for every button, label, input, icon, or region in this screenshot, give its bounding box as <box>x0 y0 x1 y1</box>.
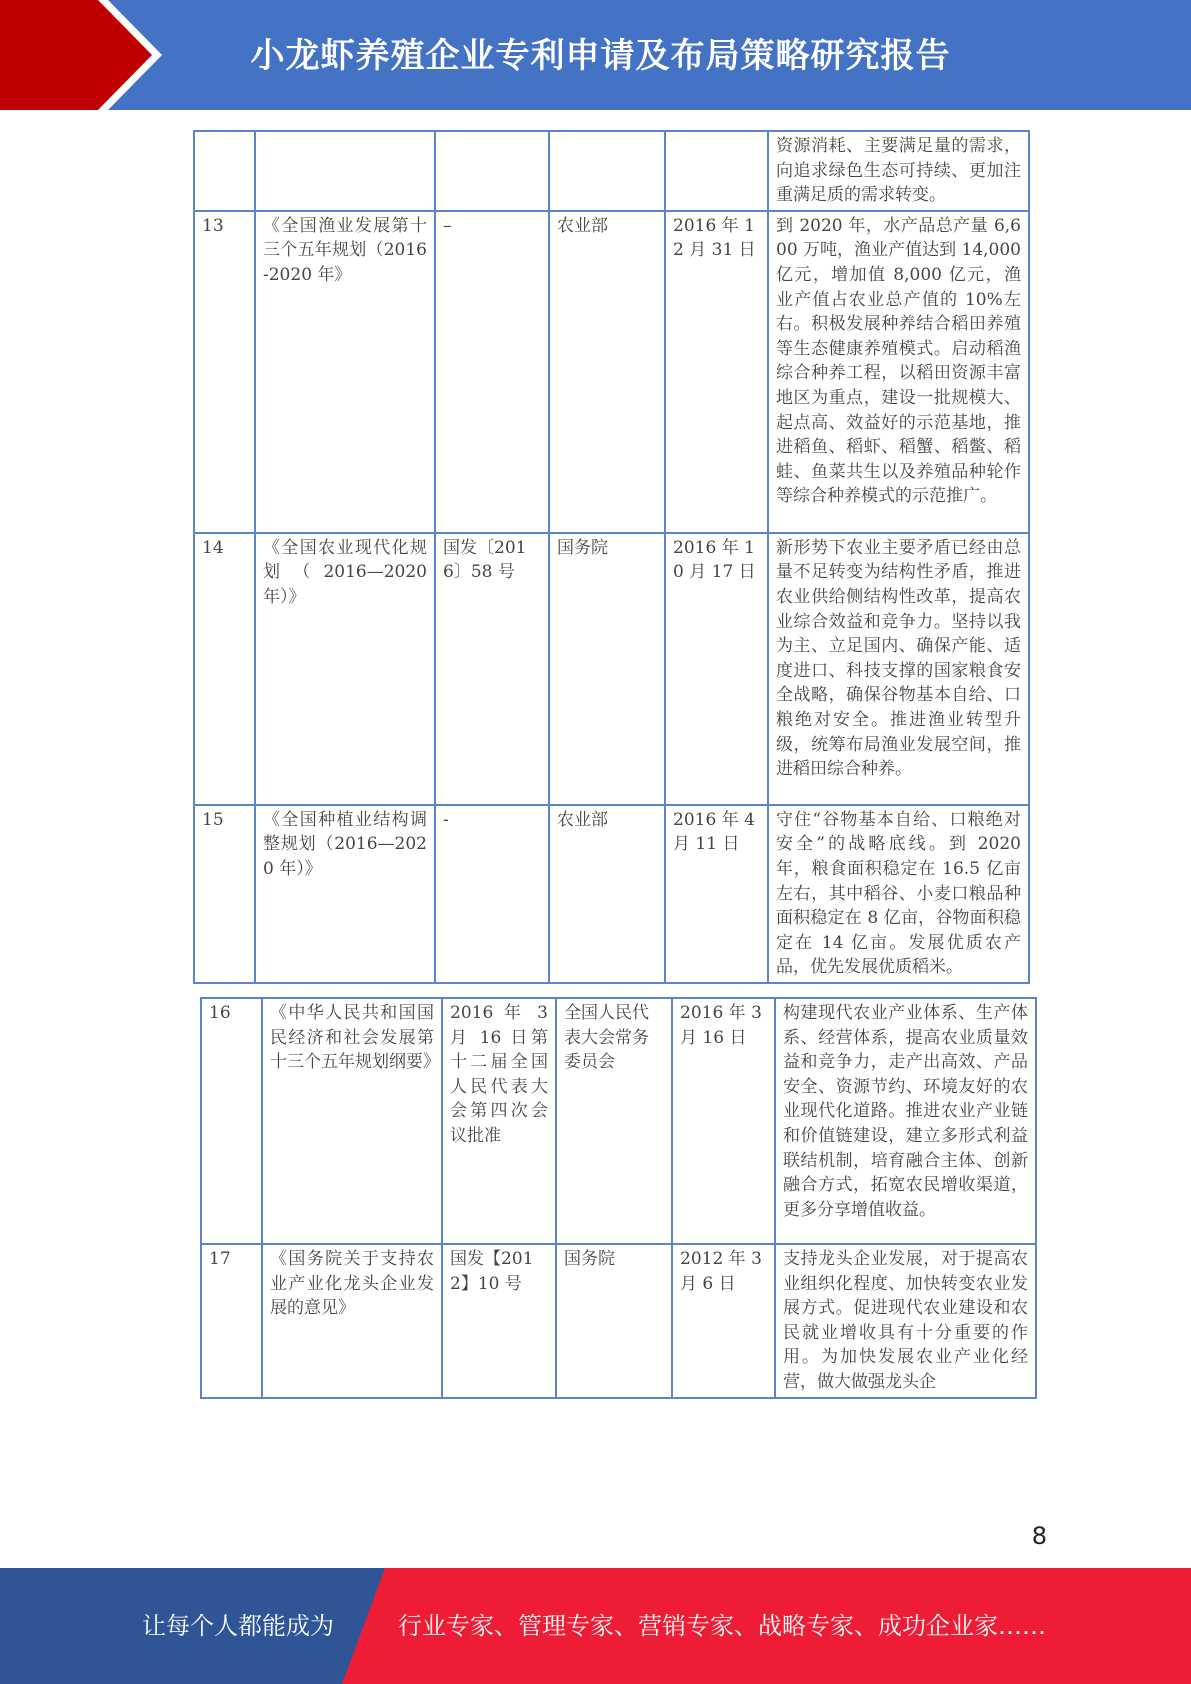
policy-name: 《全国农业现代化规划（2016—2020 年）》 <box>255 533 435 805</box>
document-number <box>435 131 549 211</box>
policy-name: 《中华人民共和国国民经济和社会发展第十三个五年规划纲要》 <box>262 998 442 1244</box>
page-number: 8 <box>1031 1522 1047 1550</box>
footer-slogan-right: 行业专家、管理专家、营销专家、战略专家、成功企业家…… <box>398 1612 1046 1640</box>
page-header <box>0 0 1191 110</box>
issuing-body: 国务院 <box>556 1244 672 1398</box>
row-number: 17 <box>201 1244 262 1398</box>
page-footer <box>0 1568 1191 1684</box>
issuing-body: 国务院 <box>549 533 665 805</box>
table-row <box>201 998 1036 1244</box>
policy-name: 《国务院关于支持农业产业化龙头企业发展的意见》 <box>262 1244 442 1398</box>
document-number: 国发〔2016〕58 号 <box>435 533 549 805</box>
report-title: 小龙虾养殖企业专利申请及布局策略研究报告 <box>250 35 951 76</box>
table-row <box>194 131 1029 211</box>
table-row <box>194 805 1029 983</box>
policy-content: 支持龙头企业发展，对于提高农业组织化程度、加快转变农业发展方式。促进现代农业建设和农民就业增收具有十分重要的作用。为加快发展农业产业化经营，做大做强龙头企 <box>775 1244 1036 1398</box>
policy-name: 《全国渔业发展第十三个五年规划（2016-2020 年》 <box>255 211 435 533</box>
issue-date <box>665 131 768 211</box>
footer-slogan-left: 让每个人都能成为 <box>142 1612 334 1640</box>
issuing-body: 全国人民代表大会常务委员会 <box>556 998 672 1244</box>
row-number: 14 <box>194 533 255 805</box>
policy-table-2 <box>200 997 1037 1399</box>
issuing-body: 农业部 <box>549 211 665 533</box>
document-number: 2016 年 3 月 16 日第十二届全国人民代表大会第四次会议批准 <box>442 998 556 1244</box>
document-number: 国发【2012】10 号 <box>442 1244 556 1398</box>
policy-name <box>255 131 435 211</box>
policy-table-1 <box>193 130 1030 984</box>
document-number: - <box>435 805 549 983</box>
table-row <box>194 533 1029 805</box>
issuing-body <box>549 131 665 211</box>
issue-date: 2016 年 3 月 16 日 <box>672 998 775 1244</box>
policy-content: 构建现代农业产业体系、生产体系、经营体系，提高农业质量效益和竞争力，走产出高效、产品安全、资源节约、环境友好的农业现代化道路。推进农业产业链和价值链建设，建立多形式利益联结机制，培育融合主体、创新融合方式，拓宽农民增收渠道，更多分享增值收益。 <box>775 998 1036 1244</box>
policy-content: 到 2020 年，水产品总产量 6,600 万吨，渔业产值达到 14,000 亿元，增加值 8,000 亿元，渔业产值占农业总产值的 10%左右。积极发展种养结合稻田养殖等生态健康养殖模式。启动稻渔综合种养工程，以稻田资源丰富地区为重点，建设一批规模大、起点高、效益好的示范基地，推进稻鱼、稻虾、稻蟹、稻鳖、稻蛙、鱼菜共生以及养殖品种轮作等综合种养模式的示范推广。 <box>768 211 1029 533</box>
row-number: 15 <box>194 805 255 983</box>
row-number <box>194 131 255 211</box>
policy-content: 守住“谷物基本自给、口粮绝对安全”的战略底线。到 2020 年，粮食面积稳定在 16.5 亿亩左右，其中稻谷、小麦口粮品种面积稳定在 8 亿亩，谷物面积稳定在 14 亿亩。发展优质农产品，优先发展优质稻米。 <box>768 805 1029 983</box>
row-number: 16 <box>201 998 262 1244</box>
policy-content: 新形势下农业主要矛盾已经由总量不足转变为结构性矛盾，推进农业供给侧结构性改革，提高农业综合效益和竞争力。坚持以我为主、立足国内、确保产能、适度进口、科技支撑的国家粮食安全战略，确保谷物基本自给、口粮绝对安全。推进渔业转型升级，统筹布局渔业发展空间，推进稻田综合种养。 <box>768 533 1029 805</box>
issue-date: 2016 年 12 月 31 日 <box>665 211 768 533</box>
policy-name: 《全国种植业结构调整规划（2016—2020 年）》 <box>255 805 435 983</box>
issuing-body: 农业部 <box>549 805 665 983</box>
issue-date: 2012 年 3 月 6 日 <box>672 1244 775 1398</box>
table-row <box>201 1244 1036 1398</box>
table-row <box>194 211 1029 533</box>
issue-date: 2016 年 10 月 17 日 <box>665 533 768 805</box>
row-number: 13 <box>194 211 255 533</box>
document-number: – <box>435 211 549 533</box>
issue-date: 2016 年 4 月 11 日 <box>665 805 768 983</box>
policy-content: 资源消耗、主要满足量的需求，向追求绿色生态可持续、更加注重满足质的需求转变。 <box>768 131 1029 211</box>
